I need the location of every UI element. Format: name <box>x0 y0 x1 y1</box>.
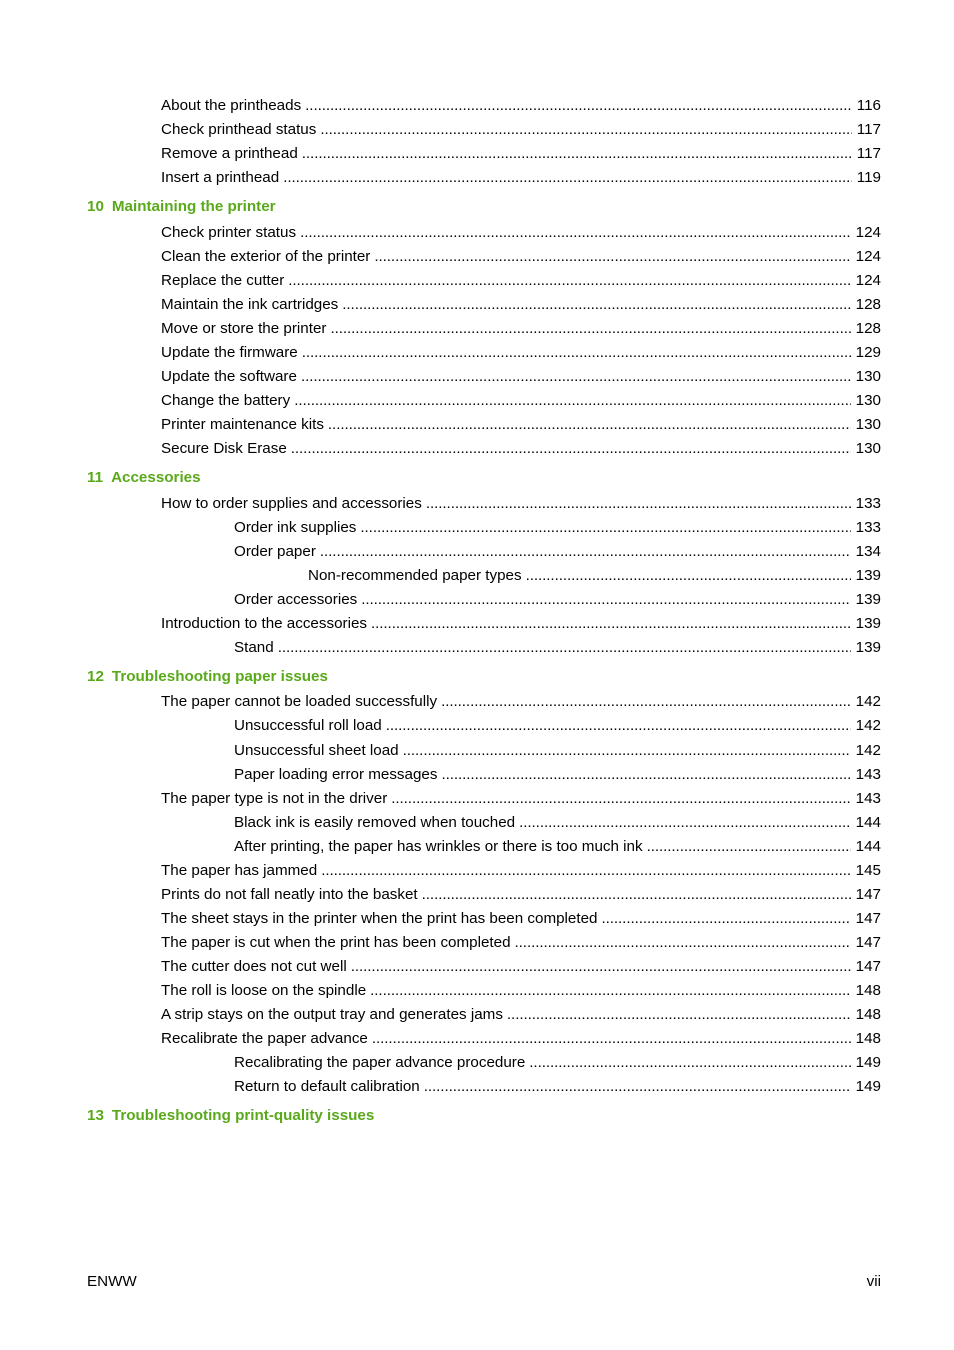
toc-entry-page: 117 <box>856 145 881 163</box>
toc-entry[interactable] <box>161 1029 881 1049</box>
dot-leader <box>291 439 851 459</box>
dot-leader <box>647 837 851 857</box>
toc-entry-page: 134 <box>855 542 881 560</box>
toc-entry-page: 133 <box>855 518 881 536</box>
toc-entry-title: Secure Disk Erase <box>161 440 287 458</box>
dot-leader <box>320 542 851 562</box>
dot-leader <box>351 957 851 977</box>
toc-entry-page: 149 <box>855 1054 881 1072</box>
toc-entry-title: The roll is loose on the spindle <box>161 982 367 999</box>
dot-leader <box>361 590 850 610</box>
toc-entry-title: Non-recommended paper types <box>308 566 522 584</box>
toc-entry-page: 149 <box>855 1078 881 1096</box>
toc-entry-title: Order ink supplies <box>234 518 357 536</box>
dot-leader <box>515 933 851 953</box>
toc-entry[interactable] <box>161 247 881 267</box>
dot-leader <box>278 638 851 658</box>
toc-entry-page: 124 <box>855 271 881 289</box>
toc-entry[interactable] <box>161 295 881 315</box>
toc-entry-title: Remove a printhead <box>161 145 298 163</box>
toc-entry[interactable] <box>161 861 881 881</box>
chapter-heading[interactable] <box>87 667 328 687</box>
toc-entry-page: 117 <box>856 121 881 138</box>
toc-entry-title: Check printhead status <box>161 121 317 138</box>
dot-leader <box>360 518 850 538</box>
chapter-heading[interactable] <box>87 468 201 488</box>
toc-entry-page: 144 <box>855 837 881 855</box>
toc-entry-title: Order paper <box>234 542 316 560</box>
toc-entry-title: Prints do not fall neatly into the basket <box>161 885 418 903</box>
dot-leader <box>328 415 851 435</box>
toc-entry[interactable] <box>234 518 881 538</box>
toc-entry-title: Clean the exterior of the printer <box>161 247 371 265</box>
dot-leader <box>391 789 850 809</box>
toc-entry-title: The paper has jammed <box>161 861 318 879</box>
chapter-number: 12 <box>87 667 104 685</box>
toc-entry-page: 148 <box>855 1030 881 1048</box>
toc-entry-page: 147 <box>855 909 881 927</box>
dot-leader <box>386 716 851 736</box>
toc-entry[interactable] <box>161 494 881 514</box>
dot-leader <box>300 223 851 243</box>
toc-entry[interactable] <box>161 692 881 712</box>
dot-leader <box>424 1077 851 1097</box>
dot-leader <box>371 614 851 634</box>
footer-publication-code: ENWW <box>87 1273 137 1290</box>
toc-entry-title: Introduction to the accessories <box>161 614 367 632</box>
toc-entry[interactable] <box>161 391 881 411</box>
toc-entry[interactable] <box>161 367 881 387</box>
dot-leader <box>441 765 850 785</box>
toc-entry[interactable] <box>161 144 881 164</box>
toc-entry-title: The cutter does not cut well <box>161 957 347 975</box>
toc-entry-title: Unsuccessful roll load <box>234 717 382 735</box>
toc-entry-page: 128 <box>855 295 881 313</box>
dot-leader <box>302 343 851 363</box>
dot-leader <box>519 813 851 833</box>
dot-leader <box>372 1029 851 1049</box>
toc-entry[interactable] <box>234 590 881 610</box>
toc-entry-title: Recalibrate the paper advance <box>161 1030 368 1048</box>
toc-entry-title: How to order supplies and accessories <box>161 494 422 512</box>
toc-entry-title: Black ink is easily removed when touched <box>234 813 516 831</box>
dot-leader <box>403 741 851 761</box>
toc-entry[interactable] <box>234 638 881 658</box>
chapter-title: Troubleshooting print-quality issues <box>111 1107 375 1125</box>
toc-entry-title: The sheet stays in the printer when the print has been completed <box>161 909 598 927</box>
toc-entry-title: Replace the cutter <box>161 271 285 289</box>
toc-entry[interactable] <box>161 981 881 1001</box>
toc-entry-page: 147 <box>855 933 881 951</box>
toc-entry-page: 139 <box>855 614 881 632</box>
toc-entry-title: Return to default calibration <box>234 1078 420 1096</box>
toc-entry-page: 130 <box>855 440 881 458</box>
toc-entry-page: 129 <box>855 343 881 361</box>
chapter-number: 11 <box>87 469 104 487</box>
toc-entry[interactable] <box>161 223 881 243</box>
dot-leader <box>283 168 852 188</box>
dot-leader <box>422 885 851 905</box>
toc-entry-page: 128 <box>855 319 881 337</box>
toc-entry-page: 143 <box>855 789 881 807</box>
dot-leader <box>507 1005 851 1025</box>
dot-leader <box>301 367 851 387</box>
dot-leader <box>330 319 850 339</box>
chapter-heading[interactable] <box>87 197 276 217</box>
toc-entry[interactable] <box>234 741 881 761</box>
toc-entry[interactable] <box>161 120 881 140</box>
dot-leader <box>288 271 850 291</box>
dot-leader <box>320 120 851 140</box>
dot-leader <box>294 391 850 411</box>
chapter-title: Accessories <box>111 469 201 487</box>
toc-entry-title: A strip stays on the output tray and generates jams <box>161 1006 503 1023</box>
toc-entry[interactable] <box>161 271 881 291</box>
toc-entry-title: After printing, the paper has wrinkles or there is too much ink <box>234 837 643 855</box>
footer-page-number: vii <box>866 1273 881 1290</box>
toc-entry[interactable] <box>161 614 881 634</box>
dot-leader <box>374 247 850 267</box>
toc-entry-title: Paper loading error messages <box>234 765 438 783</box>
toc-entry-title: Order accessories <box>234 590 358 608</box>
toc-entry-page: 145 <box>855 861 881 879</box>
toc-entry-page: 133 <box>855 494 881 512</box>
toc-entry-title: Insert a printhead <box>161 169 280 187</box>
toc-entry-page: 139 <box>855 566 881 584</box>
toc-entry-page: 130 <box>855 368 881 385</box>
toc-entry-page: 147 <box>855 957 881 975</box>
dot-leader <box>321 861 850 881</box>
toc-entry[interactable] <box>234 837 881 857</box>
toc-entry-page: 148 <box>855 1006 881 1023</box>
toc-entry-page: 142 <box>855 693 881 711</box>
toc-entry-page: 139 <box>855 590 881 608</box>
toc-entry-title: Recalibrating the paper advance procedure <box>234 1054 526 1072</box>
toc-entry[interactable] <box>234 716 881 736</box>
toc-entry[interactable] <box>308 566 881 586</box>
toc-entry-title: Move or store the printer <box>161 319 327 337</box>
toc-entry-page: 147 <box>855 885 881 903</box>
dot-leader <box>426 494 851 514</box>
toc-entry[interactable] <box>161 319 881 339</box>
toc-entry[interactable] <box>161 789 881 809</box>
toc-entry[interactable] <box>161 96 881 116</box>
chapter-number: 13 <box>87 1107 104 1125</box>
toc-entry-title: The paper cannot be loaded successfully <box>161 693 438 711</box>
toc-entry-title: Update the software <box>161 368 297 385</box>
chapter-number: 10 <box>87 198 104 216</box>
toc-entry-page: 142 <box>855 741 881 759</box>
toc-entry-page: 130 <box>855 392 881 409</box>
toc-entry-title: Printer maintenance kits <box>161 416 324 434</box>
toc-entry[interactable] <box>234 542 881 562</box>
toc-entry-title: Unsuccessful sheet load <box>234 741 399 759</box>
toc-entry[interactable] <box>161 168 881 188</box>
dot-leader <box>601 909 850 929</box>
dot-leader <box>526 566 851 586</box>
chapter-title: Maintaining the printer <box>111 198 276 216</box>
toc-entry-page: 143 <box>855 765 881 783</box>
toc-entry-page: 139 <box>855 638 881 656</box>
toc-entry[interactable] <box>234 1053 881 1073</box>
toc-entry-page: 124 <box>855 223 881 241</box>
toc-entry-page: 130 <box>855 416 881 434</box>
toc-entry[interactable] <box>161 885 881 905</box>
dot-leader <box>305 96 852 116</box>
toc-entry-page: 144 <box>855 813 881 831</box>
chapter-heading[interactable] <box>87 1106 374 1126</box>
toc-entry-page: 142 <box>855 717 881 735</box>
toc-entry[interactable] <box>161 415 881 435</box>
toc-entry-title: Check printer status <box>161 223 297 241</box>
toc-entry-page: 124 <box>855 247 881 265</box>
toc-entry-page: 148 <box>855 982 881 999</box>
dot-leader <box>302 144 852 164</box>
toc-entry-title: Update the firmware <box>161 343 298 361</box>
toc-entry-title: Stand <box>234 638 274 656</box>
toc-entry[interactable] <box>161 933 881 953</box>
dot-leader <box>370 981 851 1001</box>
toc-entry[interactable] <box>234 813 881 833</box>
toc-entry[interactable] <box>161 439 881 459</box>
toc-entry-title: Maintain the ink cartridges <box>161 295 339 313</box>
toc-entry-title: About the printheads <box>161 97 302 114</box>
toc-entry-title: The paper type is not in the driver <box>161 789 388 807</box>
toc-entry-title: Change the battery <box>161 392 291 409</box>
dot-leader <box>342 295 850 315</box>
dot-leader <box>529 1053 850 1073</box>
toc-entry[interactable] <box>161 343 881 363</box>
chapter-title: Troubleshooting paper issues <box>111 667 328 685</box>
toc-entry[interactable] <box>234 765 881 785</box>
toc-entry-title: The paper is cut when the print has been completed <box>161 933 511 951</box>
toc-entry-page: 116 <box>856 97 881 114</box>
dot-leader <box>441 692 851 712</box>
toc-entry[interactable] <box>234 1077 881 1097</box>
toc-entry[interactable] <box>161 957 881 977</box>
toc-entry[interactable] <box>161 909 881 929</box>
toc-entry[interactable] <box>161 1005 881 1025</box>
toc-entry-page: 119 <box>856 169 881 187</box>
